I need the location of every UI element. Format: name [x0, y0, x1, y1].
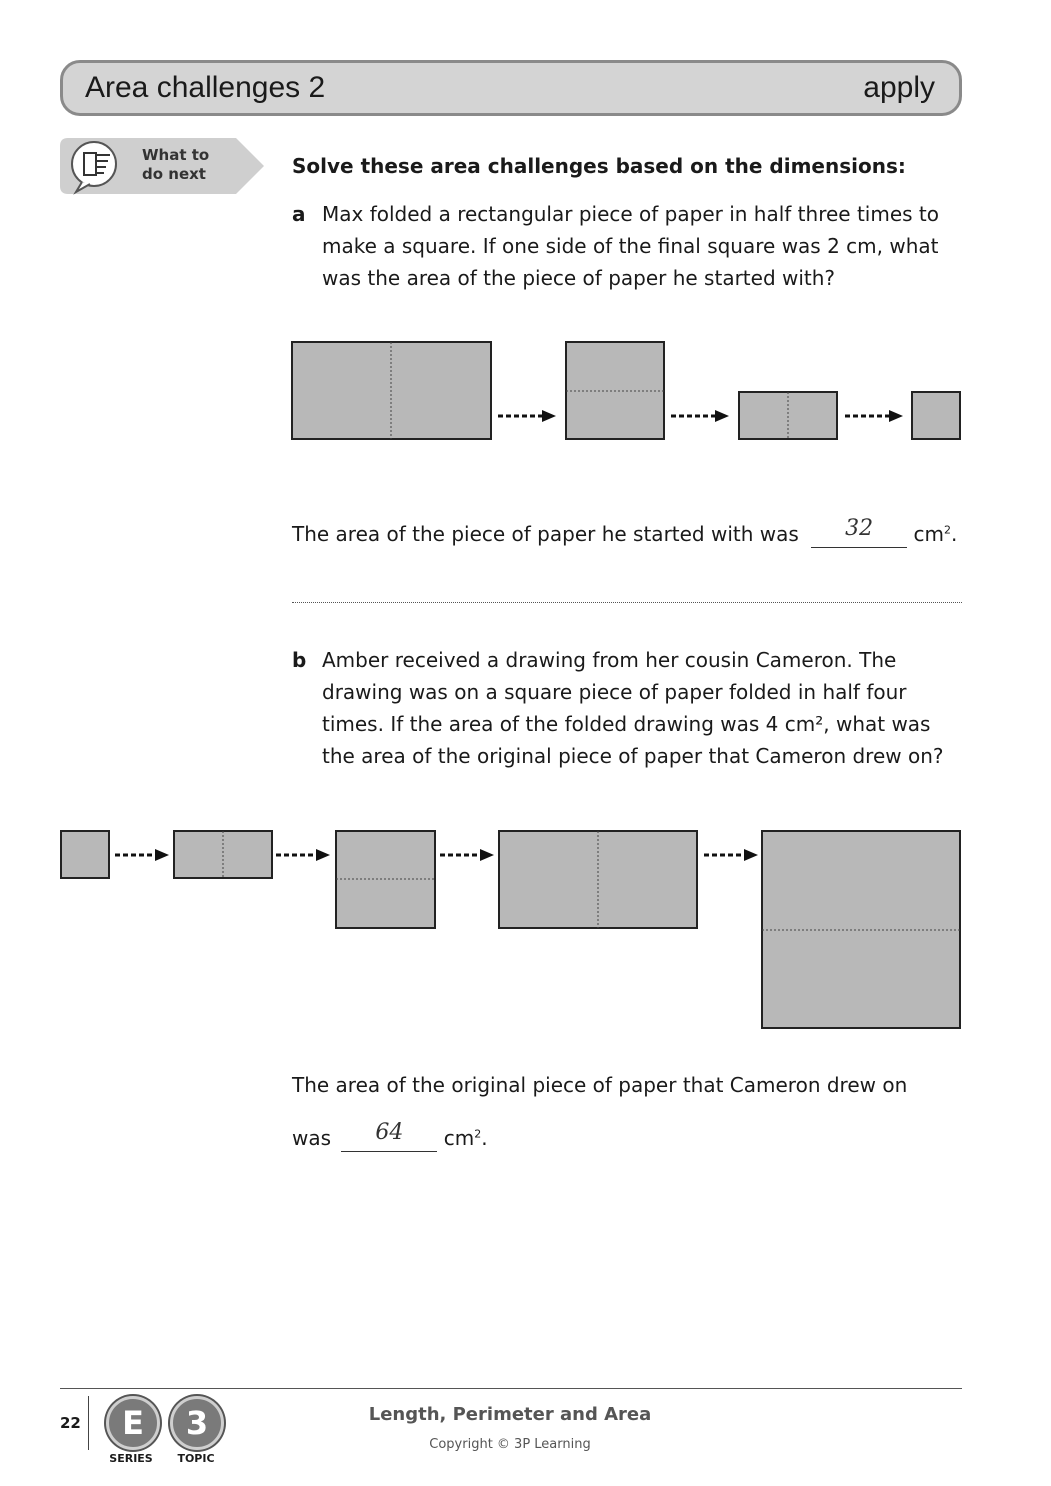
footer-rule: [60, 1388, 962, 1389]
unfold-step-5: [762, 831, 960, 1028]
fold-step-3: [739, 392, 837, 439]
answer-a-prefix: The area of the piece of paper he started with was: [292, 522, 799, 546]
question-b-line: the area of the original piece of paper that Cameron drew on?: [322, 744, 944, 768]
series-badge: E: [106, 1396, 160, 1450]
answer-a-blank[interactable]: [811, 516, 907, 548]
question-b-line: drawing was on a square piece of paper folded in half four: [322, 680, 907, 704]
answer-b-blank[interactable]: [341, 1120, 437, 1152]
answer-b-unit: cm: [443, 1126, 475, 1150]
series-label: SERIES: [109, 1452, 153, 1465]
answer-a-unit: cm: [913, 522, 945, 546]
fold-step-4: [912, 392, 960, 439]
question-b-letter: b: [292, 648, 307, 672]
unfold-step-2: [174, 831, 272, 878]
topic-label: TOPIC: [177, 1452, 215, 1465]
footer-title: Length, Perimeter and Area: [368, 1404, 652, 1425]
question-a-letter: a: [292, 202, 306, 226]
question-a-line: make a square. If one side of the final square was 2 cm, what: [322, 234, 939, 258]
answer-a-value: 32: [845, 516, 874, 541]
what-to-do-next-label: What to do next: [142, 146, 210, 183]
question-a-line: Max folded a rectangular piece of paper in half three times to: [322, 202, 939, 226]
instruction: Solve these area challenges based on the dimensions:: [292, 154, 906, 178]
answer-b-value: 64: [375, 1120, 404, 1145]
unfold-step-3: [336, 831, 435, 928]
question-a-line: was the area of the piece of paper he started with?: [322, 266, 836, 290]
footer-separator: [88, 1396, 89, 1450]
page-number: 22: [60, 1414, 81, 1432]
question-b-line: Amber received a drawing from her cousin Cameron. The: [322, 648, 897, 672]
unfold-step-4: [499, 831, 697, 928]
answer-b-line1: The area of the original piece of paper that Cameron drew on: [292, 1073, 908, 1097]
page-title: Area challenges 2: [85, 71, 326, 104]
footer-copyright: Copyright © 3P Learning: [429, 1437, 591, 1452]
question-b-text: [322, 644, 944, 772]
answer-a: The area of the piece of paper he started with was 32 $cm^2$.: [292, 516, 958, 546]
answer-a-suffix: .: [951, 522, 958, 546]
question-a-text: [322, 198, 939, 294]
fold-step-2: [566, 342, 664, 439]
activity-type-label: apply: [863, 71, 935, 104]
title-bar: [60, 60, 962, 116]
topic-badge: 3: [170, 1396, 224, 1450]
folding-diagram-a: [0, 330, 1051, 450]
fold-step-1: [292, 342, 491, 439]
unfolding-diagram-b: [0, 820, 1051, 1040]
answer-b-prefix: was: [292, 1126, 332, 1150]
section-divider: [292, 602, 962, 603]
unfold-step-1: [61, 831, 109, 878]
question-b-line: times. If the area of the folded drawing was 4 cm², what was: [322, 712, 931, 736]
answer-b-suffix: .: [481, 1126, 488, 1150]
what-to-do-next-badge: [60, 136, 266, 196]
answer-b: was 64 $cm^2$.: [292, 1120, 488, 1150]
